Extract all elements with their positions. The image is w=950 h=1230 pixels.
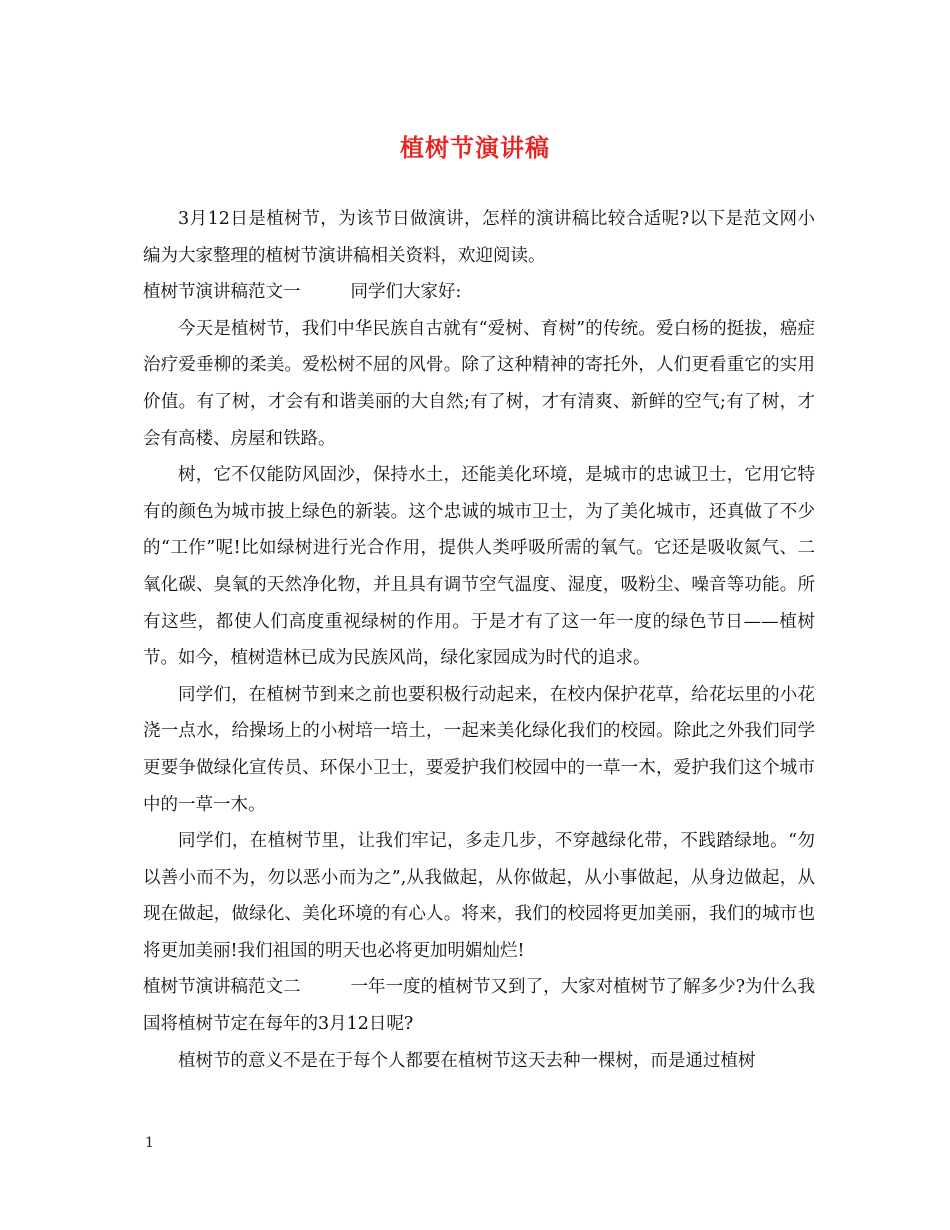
body-paragraph-3: 同学们，在植树节到来之前也要积极行动起来，在校内保护花草，给花坛里的小花浇一点水，给操场上的小树培一培土，一起来美化绿化我们的校园。除此之外我们同学更要争做绿化宣传员、环保小卫士，要爱护我们校园中的一草一木，爱护我们这个城市中的一草一木。 xyxy=(143,684,815,815)
document-body xyxy=(143,201,815,1079)
page-title: 植树节演讲稿 xyxy=(400,133,550,162)
intro-paragraph: 3月12日是植树节，为该节日做演讲，怎样的演讲稿比较合适呢?以下是范文网小编为大家整理的植树节演讲稿相关资料，欢迎阅读。 xyxy=(143,209,815,266)
sample2-text: 一年一度的植树节又到了，大家对植树节了解多少?为什么我国将植树节定在每年的3月12日呢? xyxy=(143,977,815,1035)
sample2-paragraph xyxy=(143,969,815,1042)
body-paragraph-5: 植树节的意义不是在于每个人都要在植树节这天去种一棵树，而是通过植树 xyxy=(178,1050,756,1071)
sample1-heading: 植树节演讲稿范文一 xyxy=(143,282,301,303)
body-paragraph-4: 同学们，在植树节里，让我们牢记，多走几步，不穿越绿化带，不践踏绿地。“勿以善小而不为，勿以恶小而为之”,从我做起，从你做起，从小事做起，从身边做起，从现在做起，做绿化、美化环境的有心人。将来，我们的校园将更加美丽，我们的城市也将更加美丽!我们祖国的明天也必将更加明媚灿烂! xyxy=(143,831,815,961)
sample1-greeting: 同学们大家好: xyxy=(350,282,462,303)
body-paragraph-1: 今天是植树节，我们中华民族自古就有“爱树、育树”的传统。爱白杨的挺拔，癌症治疗爱垂柳的柔美。爱松树不屈的风骨。除了这种精神的寄托外，人们更看重它的实用价值。有了树，才会有和谐美丽的大自然;有了树，才有清爽、新鲜的空气;有了树，才会有高楼、房屋和铁路。 xyxy=(143,318,815,449)
body-paragraph-2: 树，它不仅能防风固沙，保持水土，还能美化环境，是城市的忠诚卫士，它用它特有的颜色为城市披上绿色的新装。这个忠诚的城市卫士，为了美化城市，还真做了不少的“工作”呢!比如绿树进行光合作用，提供人类呼吸所需的氧气。它还是吸收氮气、二氧化碳、臭氧的天然净化物，并且具有调节空气温度、湿度，吸粉尘、噪音等功能。所有这些，都使人们高度重视绿树的作用。于是才有了这一年一度的绿色节日——植树节。如今，植树造林已成为民族风尚，绿化家园成为时代的追求。 xyxy=(143,465,815,669)
page-number: 1 xyxy=(145,1135,154,1151)
sample2-heading: 植树节演讲稿范文二 xyxy=(143,977,301,998)
sample1-heading-line xyxy=(143,274,815,311)
